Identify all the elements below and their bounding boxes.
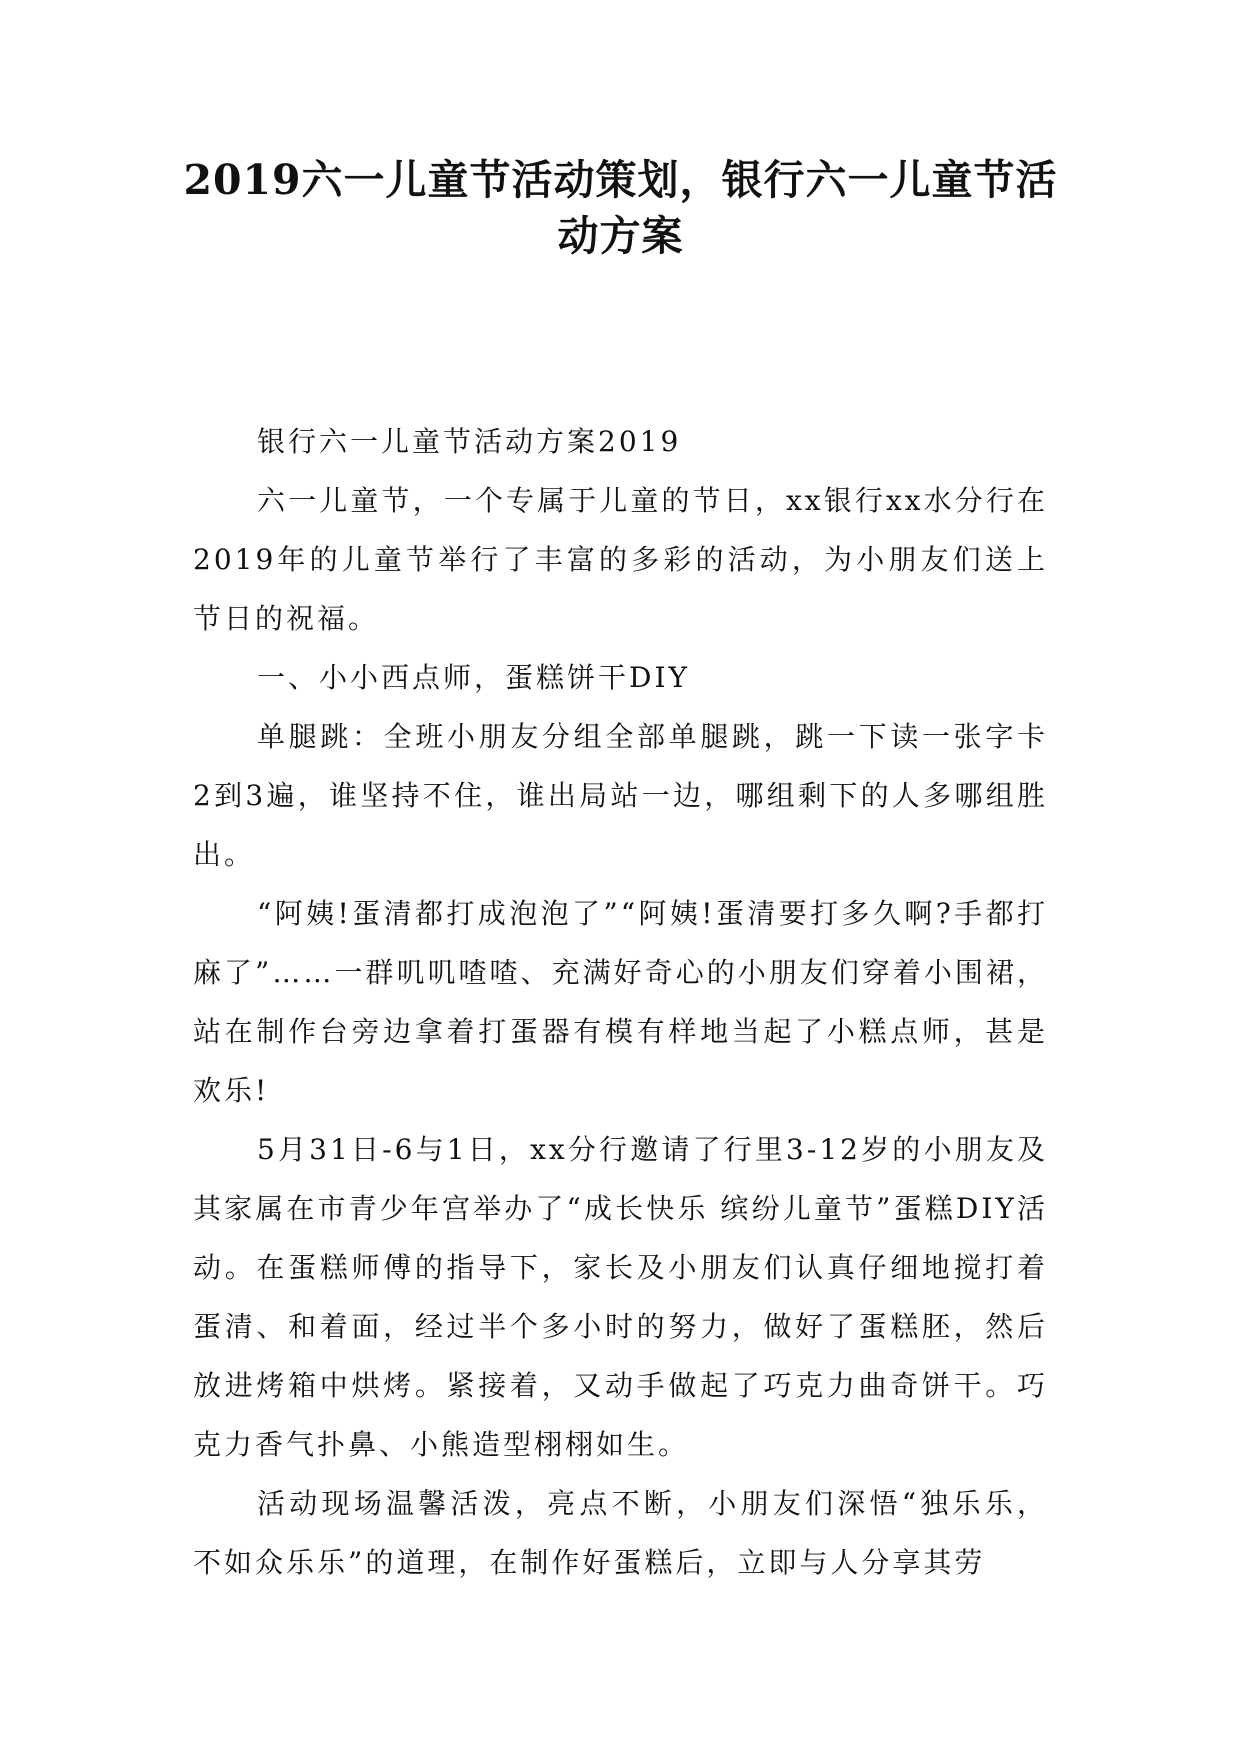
- paragraph-section-heading: 一、小小西点师，蛋糕饼干DIY: [257, 661, 690, 694]
- paragraph-quote: “阿姨!蛋清都打成泡泡了”“阿姨!蛋清要打多久啊?手都打麻了”……一群叽叽喳喳、充满好奇心的小朋友们穿着小围裙，站在制作台旁边拿着打蛋器有模有样地当起了小糕点师，甚是欢乐!: [193, 897, 1048, 1107]
- document-body: [193, 412, 1048, 1592]
- paragraph-single-leg-jump: 单腿跳：全班小朋友分组全部单腿跳，跳一下读一张字卡2到3遍，谁坚持不住，谁出局站一边，哪组剩下的人多哪组胜出。: [193, 720, 1048, 871]
- paragraph-atmosphere: 活动现场温馨活泼，亮点不断，小朋友们深悟“独乐乐，不如众乐乐”的道理，在制作好蛋糕后，立即与人分享其劳: [193, 1487, 1048, 1579]
- document-title: 2019六一儿童节活动策划，银行六一儿童节活动方案: [183, 156, 1058, 260]
- paragraph-intro: 六一儿童节，一个专属于儿童的节日，xx银行xx水分行在2019年的儿童节举行了丰富的多彩的活动，为小朋友们送上节日的祝福。: [193, 484, 1048, 635]
- paragraph-subtitle: 银行六一儿童节活动方案2019: [257, 425, 682, 458]
- paragraph-event-details: 5月31日-6与1日，xx分行邀请了行里3-12岁的小朋友及其家属在市青少年宫举办了“成长快乐 缤纷儿童节”蛋糕DIY活动。在蛋糕师傅的指导下，家长及小朋友们认真仔细地搅打着蛋清、和着面，经过半个多小时的努力，做好了蛋糕胚，然后放进烤箱中烘烤。紧接着，又动手做起了巧克力曲奇饼干。巧克力香气扑鼻、小熊造型栩栩如生。: [193, 1133, 1048, 1461]
